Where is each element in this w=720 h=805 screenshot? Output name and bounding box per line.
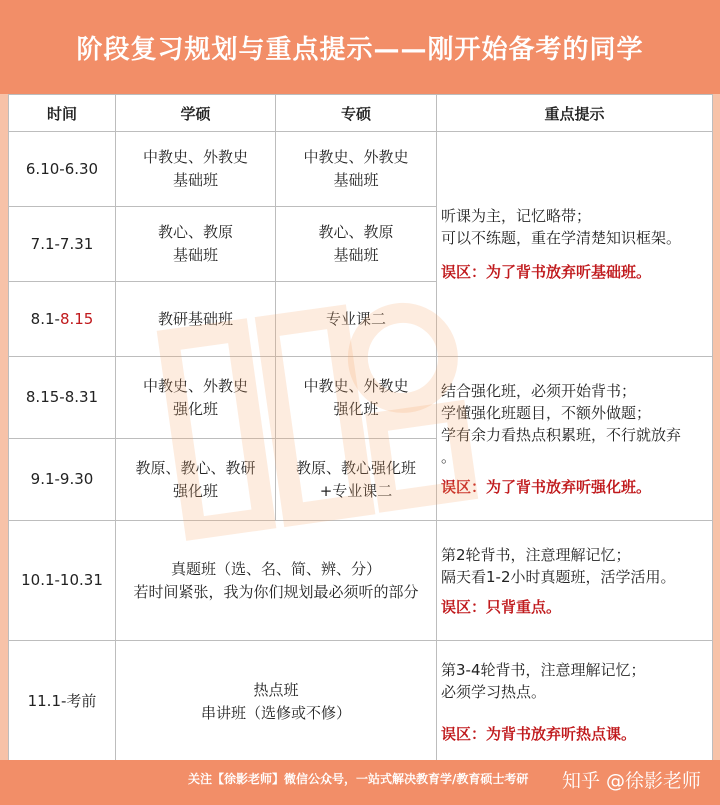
merged-course-cell: 真题班（选、名、简、辨、分） 若时间紧张，我为你们规划最必须听的部分 xyxy=(116,521,437,641)
tip-cell-hot-topics: 第3-4轮背书，注意理解记忆； 必须学习热点。 误区：为背书放弃听热点课。 xyxy=(437,641,713,763)
tip-cell-past-papers: 第2轮背书，注意理解记忆； 隔天看1-2小时真题班，活学活用。 误区：只背重点。 xyxy=(437,521,713,641)
time-cell: 6.10-6.30 xyxy=(9,132,116,207)
xueshuo-cell: 中教史、外教史 基础班 xyxy=(116,132,276,207)
header-tips: 重点提示 xyxy=(437,95,713,132)
table-header-row xyxy=(9,95,713,132)
tip-cell-basic: 听课为主，记忆略带； 可以不练题，重在学清楚知识框架。 误区：为了背书放弃听基础班。 xyxy=(437,132,713,357)
zhuanshuo-cell: 教原、教心强化班 +专业课二 xyxy=(276,439,437,521)
table-row xyxy=(9,132,713,207)
time-cell: 8.15-8.31 xyxy=(9,357,116,439)
schedule-table xyxy=(8,94,713,763)
zhuanshuo-cell: 中教史、外教史 基础班 xyxy=(276,132,437,207)
zhihu-brand: 知乎 @徐影老师 xyxy=(562,770,702,792)
xueshuo-cell: 中教史、外教史 强化班 xyxy=(116,357,276,439)
header-xueshuo: 学硕 xyxy=(116,95,276,132)
error-note: 误区：只背重点。 xyxy=(441,597,562,616)
time-cell: 10.1-10.31 xyxy=(9,521,116,641)
error-note: 误区：为背书放弃听热点课。 xyxy=(441,724,637,743)
page-title: 阶段复习规划与重点提示——刚开始备考的同学 xyxy=(0,0,720,94)
table-row xyxy=(9,357,713,439)
time-cell: 11.1-考前 xyxy=(9,641,116,763)
zhuanshuo-cell: 专业课二 xyxy=(276,282,437,357)
table-row xyxy=(9,521,713,641)
zhuanshuo-cell: 教心、教原 基础班 xyxy=(276,207,437,282)
error-note: 误区：为了背书放弃听强化班。 xyxy=(441,477,652,496)
error-note: 误区：为了背书放弃听基础班。 xyxy=(441,263,652,281)
xueshuo-cell: 教心、教原 基础班 xyxy=(116,207,276,282)
merged-course-cell: 热点班 串讲班（选修或不修） xyxy=(116,641,437,763)
zhuanshuo-cell: 中教史、外教史 强化班 xyxy=(276,357,437,439)
table-row xyxy=(9,641,713,763)
xueshuo-cell: 教原、教心、教研 强化班 xyxy=(116,439,276,521)
header-time: 时间 xyxy=(9,95,116,132)
header-zhuanshuo: 专硕 xyxy=(276,95,437,132)
time-cell: 9.1-9.30 xyxy=(9,439,116,521)
time-cell: 7.1-7.31 xyxy=(9,207,116,282)
xueshuo-cell: 教研基础班 xyxy=(116,282,276,357)
footer-note: 关注【徐影老师】微信公众号，一站式解决教育学/教育硕士考研 xyxy=(188,772,529,786)
footer-bar xyxy=(0,760,720,805)
time-cell: 8.1-8.15 xyxy=(9,282,116,357)
tip-cell-strengthen: 结合强化班，必须开始背书； 学懂强化班题目，不额外做题； 学有余力看热点积累班，不行就放弃 。 误区：为了背书放弃听强化班。 xyxy=(437,357,713,521)
